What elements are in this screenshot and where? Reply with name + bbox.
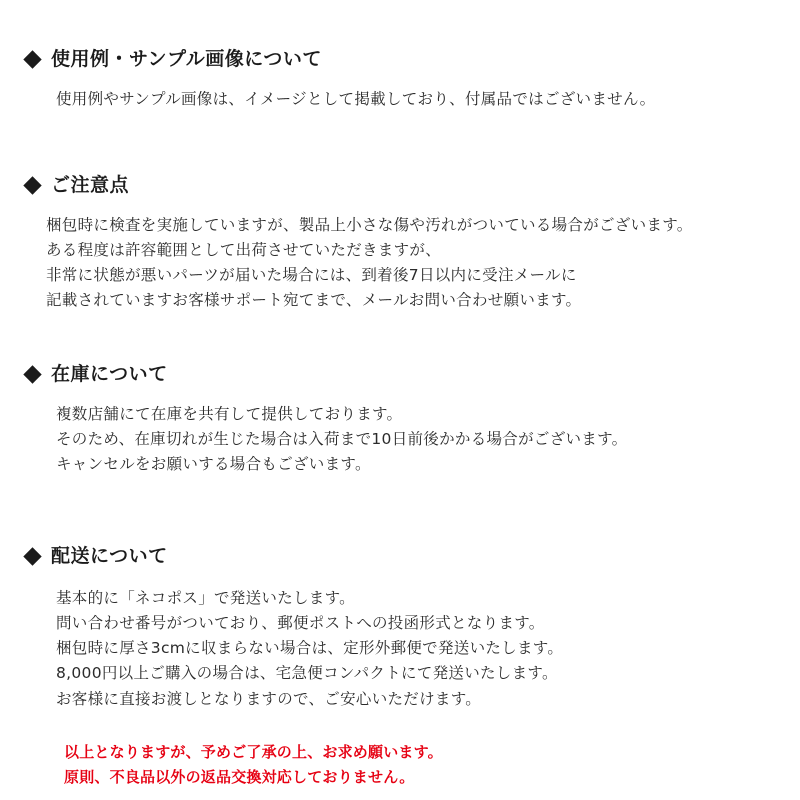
section-heading-shipping (26, 545, 774, 568)
body-line: 梱包時に厚さ3cmに収まらない場合は、定形外郵便で発送いたします。 (56, 639, 564, 658)
diamond-bullet-icon (23, 176, 41, 194)
body-line: 使用例やサンプル画像は、イメージとして掲載しており、付属品ではございません。 (56, 89, 656, 108)
section-body-shipping (26, 586, 774, 712)
section-heading-usage (26, 48, 774, 71)
section-heading-caution (26, 174, 774, 197)
body-line: 梱包時に検査を実施していますが、製品上小さな傷や汚れがついている場合がございます。 (46, 215, 693, 234)
diamond-bullet-icon (23, 547, 41, 565)
section-heading-shipping-label: 配送について (51, 545, 168, 568)
section-shipping (26, 545, 774, 711)
notice-block (26, 740, 774, 790)
section-body-stock (26, 402, 774, 477)
body-line: お客様に直接お渡しとなりますので、ご安心いただけます。 (56, 689, 482, 708)
body-line: 8,000円以上ご購入の場合は、宅急便コンパクトにて発送いたします。 (56, 664, 558, 683)
body-line: 記載されていますお客様サポート宛てまで、メールお問い合わせ願います。 (46, 291, 582, 310)
body-line: 基本的に「ネコポス」で発送いたします。 (56, 589, 355, 608)
body-line: そのため、在庫切れが生じた場合は入荷まで10日前後かかる場合がございます。 (56, 430, 628, 449)
section-body-usage (26, 87, 774, 112)
section-usage (26, 48, 774, 112)
body-line: ある程度は許容範囲として出荷させていただきますが、 (46, 240, 442, 259)
section-heading-stock-label: 在庫について (51, 363, 168, 386)
body-line: 問い合わせ番号がついており、郵便ポストへの投函形式となります。 (56, 614, 545, 633)
body-line: 非常に状態が悪いパーツが届いた場合には、到着後7日以内に受注メールに (46, 265, 577, 284)
section-heading-stock (26, 363, 774, 386)
body-line: 複数店舗にて在庫を共有して提供しております。 (56, 404, 403, 423)
section-heading-usage-label: 使用例・サンプル画像について (51, 48, 322, 70)
section-stock (26, 363, 774, 477)
section-heading-caution-label: ご注意点 (51, 173, 130, 196)
diamond-bullet-icon (23, 365, 41, 383)
section-body-caution (26, 213, 774, 313)
notice-line: 原則、不良品以外の返品交換対応しておりません。 (64, 767, 415, 786)
diamond-bullet-icon (23, 50, 41, 68)
notice-line: 以上となりますが、予めご了承の上、お求め願います。 (64, 742, 443, 761)
body-line: キャンセルをお願いする場合もございます。 (56, 455, 371, 474)
section-caution (26, 174, 774, 313)
